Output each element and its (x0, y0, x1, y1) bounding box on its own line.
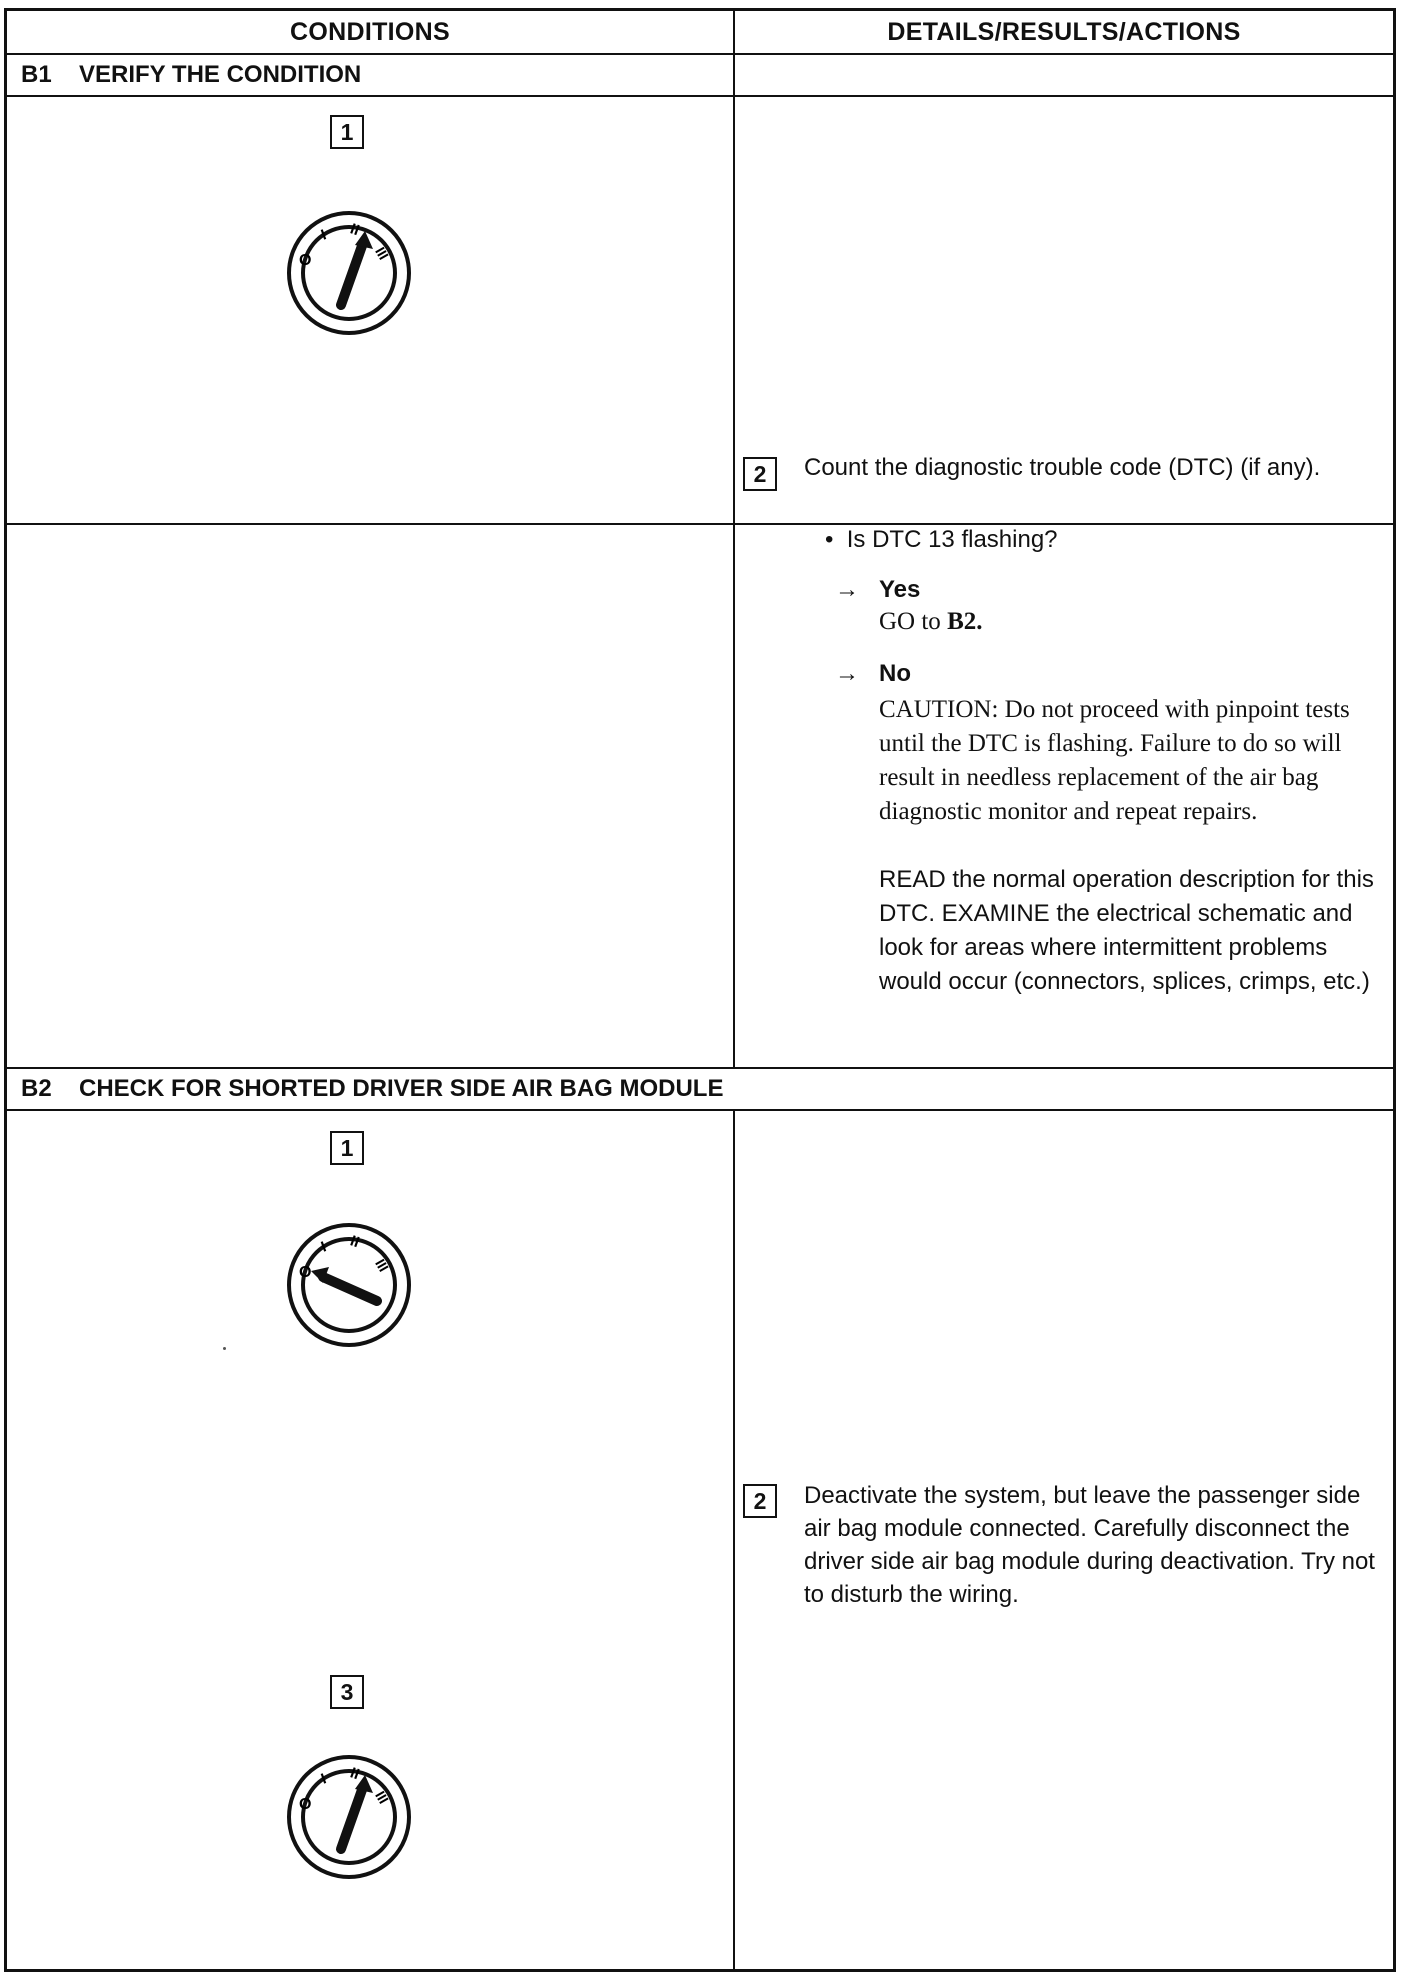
dial-label-on: II (347, 1764, 362, 1784)
b1-step-1-marker: 1 (330, 115, 364, 149)
ignition-switch-on-icon (285, 209, 413, 337)
scan-speck (223, 1347, 226, 1350)
result-no-caution: CAUTION: Do not proceed with pinpoint tests until the DTC is flashing. Failure to do so will result in needless replacement of the air bag diagnostic monitor and repeat repairs. (879, 696, 1350, 825)
b1-step-2-marker: 2 (743, 457, 777, 491)
b2-step-2-instruction: Deactivate the system, but leave the passenger side air bag module connected. Carefully disconnect the driver side air bag module during deactivation. Try not to disturb the wiring. (804, 1482, 1375, 1608)
dial-label-off: O (299, 1264, 312, 1281)
result-yes-action (879, 607, 1359, 637)
dial-label-off: O (299, 1796, 312, 1813)
section-b2-id: B2 (21, 1075, 52, 1102)
result-no-read-instruction: READ the normal operation description for this DTC. EXAMINE the electrical schematic and look for areas where intermittent problems would occur (connectors, splices, crimps, etc.) (879, 866, 1374, 995)
column-divider-b2 (733, 1109, 735, 1969)
dial-label-on: II (347, 220, 362, 240)
column-divider-b1 (733, 95, 735, 1067)
dial-label-start: III (372, 1256, 392, 1275)
result-no-label: No (879, 660, 911, 687)
section-b2-heading: CHECK FOR SHORTED DRIVER SIDE AIR BAG MODULE (79, 1075, 724, 1102)
dial-label-off: O (299, 252, 312, 269)
section-b2-divider (7, 1109, 1393, 1111)
result-yes-action-prefix: GO to (879, 608, 941, 635)
yes-arrow-icon: → (835, 576, 859, 603)
b1-step-2-instruction: Count the diagnostic trouble code (DTC) (if any). (804, 454, 1321, 481)
b2-step-3-marker: 3 (330, 1675, 364, 1709)
result-yes-action-target: B2. (947, 608, 983, 635)
section-b1-title (21, 55, 361, 95)
b1-question-text: Is DTC 13 flashing? (846, 526, 1058, 553)
dial-label-start: III (372, 244, 392, 263)
dial-label-acc: I (318, 1770, 329, 1788)
section-b1-divider (7, 95, 1393, 97)
dial-label-acc: I (318, 1238, 329, 1256)
section-b2-title (21, 1069, 723, 1109)
result-yes-label: Yes (879, 576, 921, 603)
diagnostic-table (4, 8, 1396, 1972)
bullet: • (825, 526, 834, 553)
b2-step-1-marker: 1 (330, 1131, 364, 1165)
dial-label-acc: I (318, 226, 329, 244)
ignition-switch-on-icon (285, 1753, 413, 1881)
section-b1-heading: VERIFY THE CONDITION (79, 61, 362, 88)
ignition-switch-off-icon (285, 1221, 413, 1349)
dial-label-start: III (372, 1788, 392, 1807)
conditions-column-header: CONDITIONS (290, 18, 450, 46)
b2-step-2-marker: 2 (743, 1484, 777, 1518)
b1-question (825, 523, 1365, 556)
section-b1-id: B1 (21, 61, 52, 88)
column-divider-top (733, 11, 735, 95)
dial-label-on: II (347, 1232, 362, 1252)
details-column-header: DETAILS/RESULTS/ACTIONS (887, 18, 1241, 46)
no-arrow-icon: → (835, 660, 859, 687)
